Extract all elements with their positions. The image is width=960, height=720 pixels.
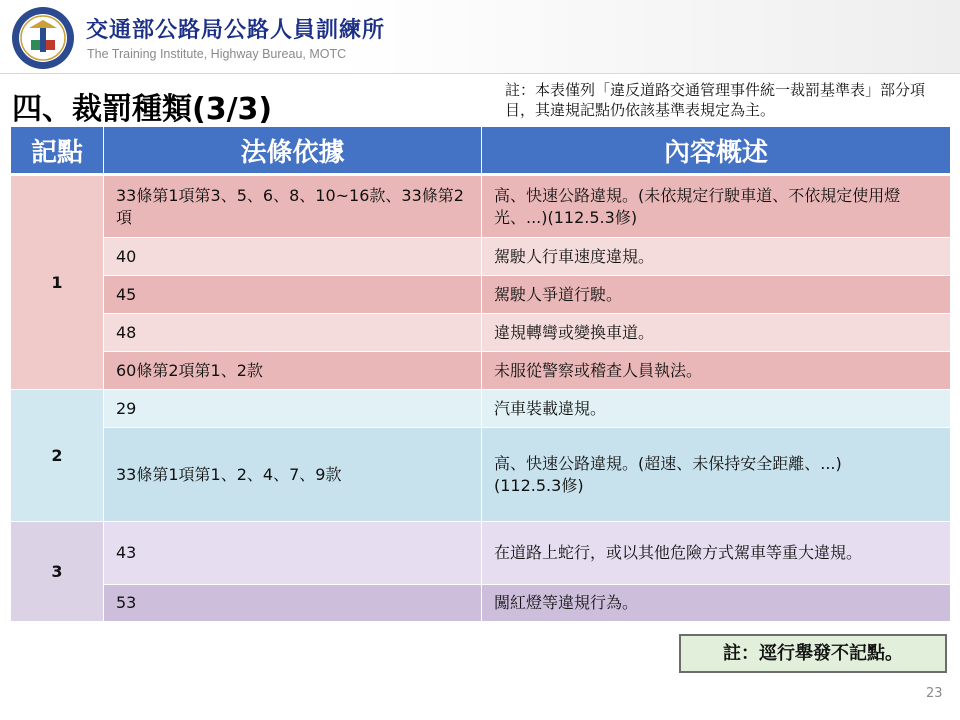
revision-note: (112.5.3修) — [494, 475, 584, 495]
description-cell: 違規轉彎或變換車道。 — [482, 314, 951, 352]
description-cell: 駕駛人行車速度違規。 — [482, 238, 951, 276]
description-cell: 在道路上蛇行，或以其他危險方式駕車等重大違規。 — [482, 522, 951, 585]
table-row — [11, 314, 951, 352]
law-cell: 29 — [104, 390, 482, 428]
law-cell: 33條第1項第1、2、4、7、9款 — [104, 428, 482, 522]
law-cell: 40 — [104, 238, 482, 276]
table-row — [11, 390, 951, 428]
table-row — [11, 238, 951, 276]
law-cell: 53 — [104, 585, 482, 622]
column-header-law: 法條依據 — [104, 127, 482, 175]
description-cell: 汽車裝載違規。 — [482, 390, 951, 428]
penalty-table — [10, 126, 951, 622]
description-cell: 高、快速公路違規。(未依規定行駛車道、不依規定使用燈光、...)(112.5.3修) — [482, 175, 951, 238]
law-cell: 33條第1項第3、5、6、8、10~16款、33條第2項 — [104, 175, 482, 238]
description-cell: 駕駛人爭道行駛。 — [482, 276, 951, 314]
table-footnote: 註：本表僅列「違反道路交通管理事件統一裁罰基準表」部分項目，其違規記點仍依該基準表規定為主。 — [505, 81, 926, 119]
column-header-description: 內容概述 — [482, 127, 951, 175]
law-cell: 60條第2項第1、2款 — [104, 352, 482, 390]
table-row — [11, 276, 951, 314]
points-cell: 2 — [11, 390, 104, 522]
description-cell: 闖紅燈等違規行為。 — [482, 585, 951, 622]
table-header-row — [11, 127, 951, 175]
org-name-cn: 交通部公路局公路人員訓練所 — [86, 18, 386, 43]
points-group-1 — [11, 175, 951, 390]
slide-title: 四、裁罰種類(3/3) — [12, 92, 273, 127]
description-cell — [482, 428, 951, 522]
law-cell: 48 — [104, 314, 482, 352]
table-row — [11, 522, 951, 585]
points-cell: 1 — [11, 175, 104, 390]
page-number: 23 — [926, 686, 943, 701]
points-group-2 — [11, 390, 951, 522]
law-cell: 45 — [104, 276, 482, 314]
law-cell: 43 — [104, 522, 482, 585]
column-header-points: 記點 — [11, 127, 104, 175]
bottom-note-box: 註：逕行舉發不記點。 — [679, 634, 947, 673]
points-cell: 3 — [11, 522, 104, 622]
org-name-en: The Training Institute, Highway Bureau, MOTC — [87, 47, 347, 61]
table-row — [11, 352, 951, 390]
points-group-3 — [11, 522, 951, 622]
description-text: 高、快速公路違規。(超速、未保持安全距離、...) — [494, 453, 842, 473]
header-banner — [0, 0, 960, 74]
training-institute-emblem-icon — [11, 6, 75, 70]
table-row — [11, 585, 951, 622]
description-cell: 未服從警察或稽查人員執法。 — [482, 352, 951, 390]
table-row — [11, 428, 951, 522]
table-row — [11, 175, 951, 238]
